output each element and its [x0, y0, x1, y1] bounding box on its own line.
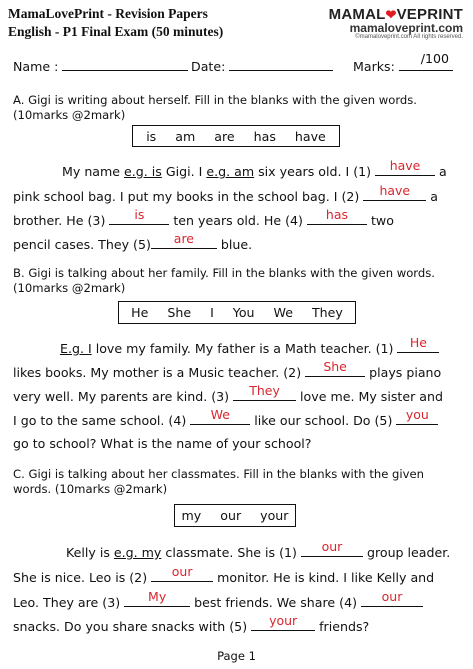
logo-copyright: ©mamaloveprint.com All rights reserved. [355, 34, 463, 40]
word-bank-a [132, 125, 340, 147]
answer-blank[interactable]: our [361, 594, 423, 607]
page-number: Page 1 [217, 649, 256, 663]
answer-blank[interactable]: are [151, 236, 217, 249]
word-bank-item: have [294, 128, 326, 144]
answer-blank[interactable]: We [190, 412, 250, 425]
word-bank-item: our [220, 508, 242, 523]
section-a-marks: (10marks @2mark) [13, 108, 126, 122]
word-bank-item: has [253, 128, 276, 144]
section-c-line-4: snacks. Do you share snacks with (5) your friends? [13, 613, 370, 634]
word-bank-b [118, 301, 356, 324]
header-title: MamaLovePrint - Revision Papers [8, 6, 208, 21]
word-bank-item: I [210, 305, 214, 320]
section-b-line-2: likes books. My mother is a Music teacher. (2) She plays piano [13, 359, 442, 380]
logo-url: mamaloveprint.com [349, 21, 463, 35]
word-bank-item: my [181, 508, 202, 523]
word-bank-item: are [214, 128, 235, 144]
word-bank-item: We [273, 305, 293, 320]
word-bank-item: He [131, 305, 149, 320]
answer-blank[interactable]: have [363, 188, 426, 201]
word-bank-item: She [167, 305, 192, 320]
section-a-line-2: pink school bag. I put my books in the school bag. I (2) have a [13, 183, 439, 204]
answer-blank[interactable]: is [109, 212, 169, 225]
answer-blank[interactable]: My [124, 594, 190, 607]
brand-logo: MAMAL❤VEPRINT mamaloveprint.com ©mamaloveprint.com All rights reserved. [328, 6, 463, 40]
section-b-line-3: very well. My parents are kind. (3) They love me. My sister and [13, 383, 443, 404]
section-b-line-1: E.g. I love my family. My father is a Math teacher. (1) He [60, 340, 439, 356]
word-bank-c [174, 504, 296, 527]
section-a-line-1: My name e.g. is Gigi. I e.g. am six years old. I (1) have a [62, 158, 447, 179]
answer-blank[interactable]: He [397, 340, 439, 353]
date-field[interactable]: Date: [191, 58, 333, 74]
section-c-instruction: C. Gigi is talking about her classmates. Fill in the blanks with the given [13, 467, 424, 481]
section-b-line-5: go to school? What is the name of your school? [13, 436, 312, 451]
section-c-line-3: Leo. They are (3) My best friends. We share (4) our [13, 594, 423, 610]
answer-blank[interactable]: your [251, 618, 315, 631]
answer-blank[interactable]: They [233, 388, 296, 401]
word-bank-item: is [146, 128, 157, 144]
answer-blank[interactable]: have [375, 163, 435, 176]
word-bank-item: They [311, 305, 343, 320]
answer-blank[interactable]: has [307, 212, 367, 225]
answer-blank[interactable]: our [151, 569, 213, 582]
section-b-marks: (10marks @2mark) [13, 281, 126, 295]
section-c-line-2: She is nice. Leo is (2) our monitor. He is kind. I like Kelly and [13, 564, 435, 585]
word-bank-item: You [232, 305, 255, 320]
answer-blank[interactable]: you [396, 412, 438, 425]
section-b-instruction: B. Gigi is talking about her family. Fill in the blanks with the given words. [13, 266, 435, 280]
header-subtitle: English - P1 Final Exam (50 minutes) [8, 24, 224, 39]
section-b-line-4: I go to the same school. (4) We like our school. Do (5) you [13, 412, 438, 428]
section-a-line-3: brother. He (3) is ten years old. He (4) has two [13, 207, 394, 228]
answer-blank[interactable]: our [301, 544, 363, 557]
marks-field[interactable]: Marks: /100 [353, 58, 453, 74]
section-a-instruction: A. Gigi is writing about herself. Fill in the blanks with the given words. [13, 93, 417, 107]
section-c-line-1: Kelly is e.g. my classmate. She is (1) our group leader. [66, 539, 451, 560]
heart-icon: ❤ [385, 7, 397, 22]
word-bank-item: your [260, 508, 289, 523]
section-a-line-4: pencil cases. They (5) are blue. [13, 231, 253, 252]
word-bank-item: am [175, 128, 196, 144]
answer-blank[interactable]: She [305, 364, 365, 377]
marks-total: /100 [420, 51, 450, 66]
name-field[interactable]: Name : [13, 58, 188, 74]
section-c-marks: words. (10marks @2mark) [13, 482, 168, 496]
